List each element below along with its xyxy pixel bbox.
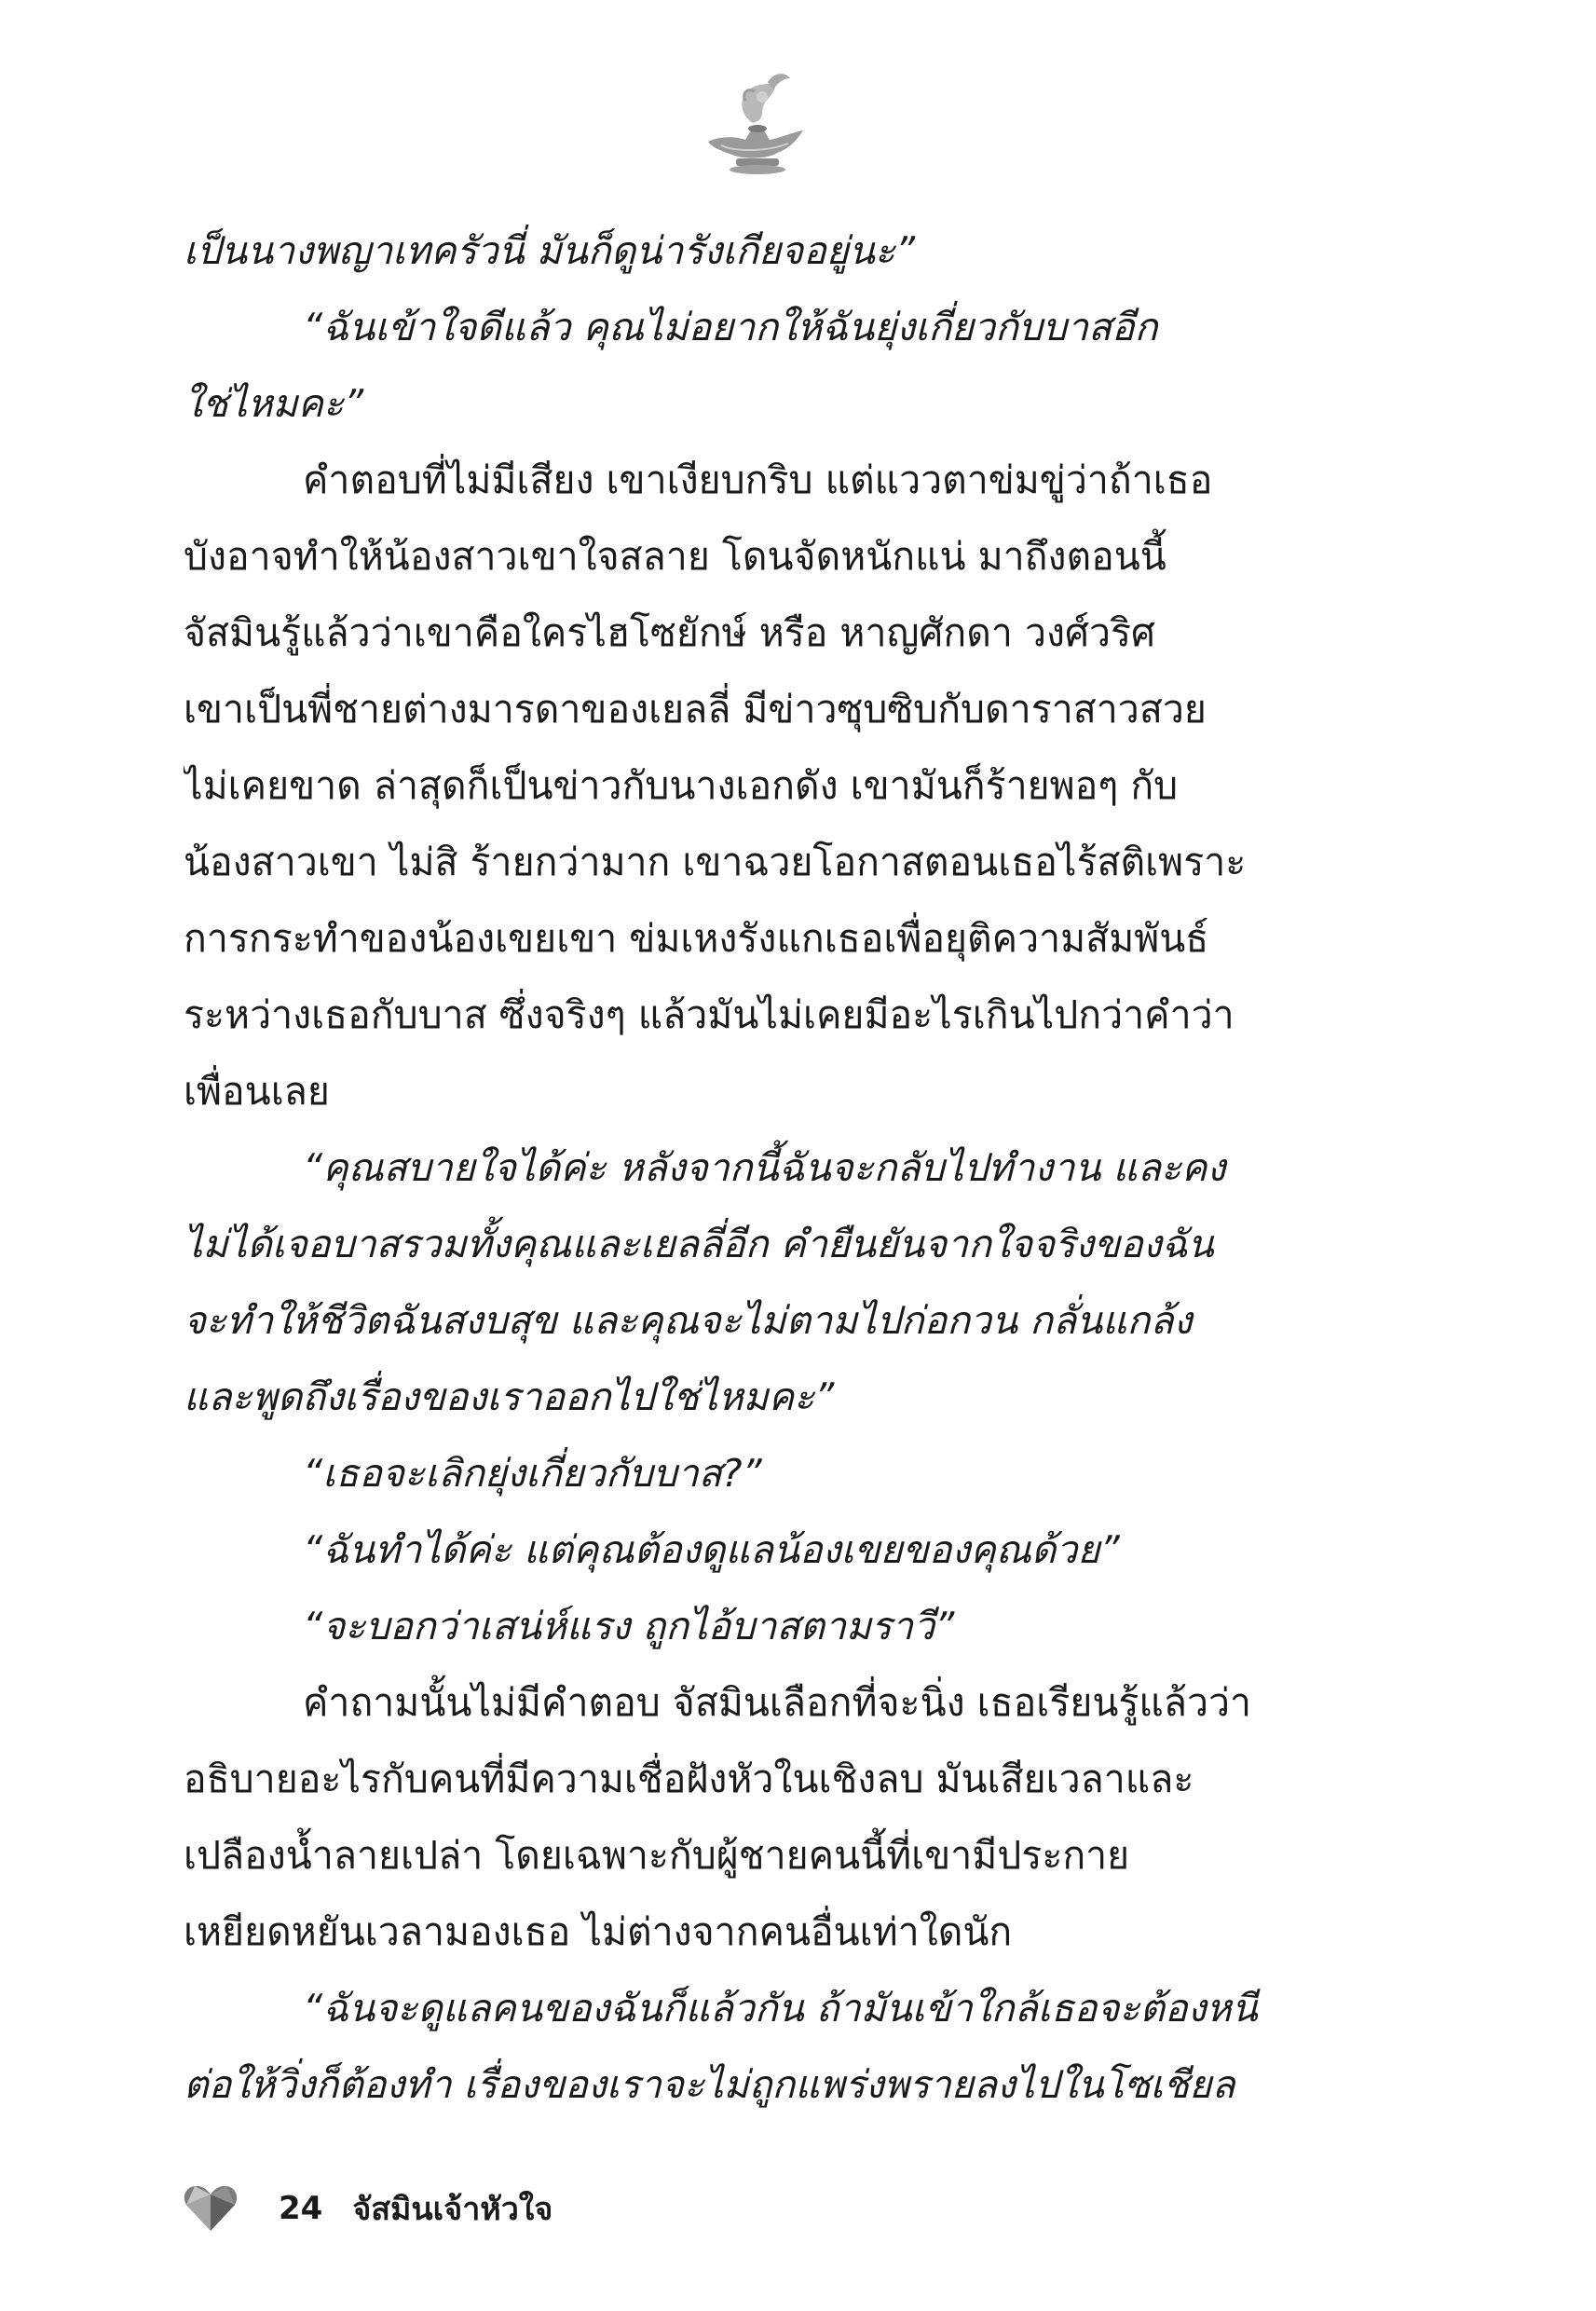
body-line: เพื่อนเลย <box>184 1069 330 1114</box>
body-line: “คุณสบายใจได้ค่ะ หลังจากนี้ฉันจะกลับไปทำงาน และคง <box>303 1145 1226 1190</box>
body-line: อธิบายอะไรกับคนที่มีความเชื่อฝังหัวในเชิงลบ มันเสียเวลาและ <box>184 1757 1194 1801</box>
book-title: จัสมินเจ้าหัวใจ <box>352 2191 553 2228</box>
body-line: เขาเป็นพี่ชายต่างมารดาของเยลลี่ มีข่าวซุบซิบกับดาราสาวสวย <box>184 687 1207 732</box>
heart-gem-icon <box>184 2184 238 2233</box>
body-line: “ฉันจะดูแลคนของฉันก็แล้วกัน ถ้ามันเข้าใกล้เธอจะต้องหนี <box>303 1986 1258 2031</box>
body-line: ต่อให้วิ่งก็ต้องทำ เรื่องของเราจะไม่ถูกแพร่งพรายลงไปในโซเชียล <box>184 2062 1235 2107</box>
body-line: จะทำให้ชีวิตฉันสงบสุข และคุณจะไม่ตามไปก่อกวน กลั่นแกล้ง <box>184 1298 1193 1343</box>
body-line: การกระทำของน้องเขยเขา ข่มเหงรังแกเธอเพื่อยุติความสัมพันธ์ <box>184 916 1209 961</box>
genie-lamp-ornament-icon <box>699 65 815 186</box>
body-line: เหยียดหยันเวลามองเธอ ไม่ต่างจากคนอื่นเท่าใดนัก <box>184 1909 1013 1954</box>
body-line: น้องสาวเขา ไม่สิ ร้ายกว่ามาก เขาฉวยโอกาสตอนเธอไร้สติเพราะ <box>184 840 1247 884</box>
body-line: “ฉันทำได้ค่ะ แต่คุณต้องดูแลน้องเขยของคุณด้วย” <box>303 1527 1120 1572</box>
body-line: “จะบอกว่าเสน่ห์แรง ถูกไอ้บาสตามราวี” <box>303 1604 955 1648</box>
body-line: บังอาจทำให้น้องสาวเขาใจสลาย โดนจัดหนักแน่ มาถึงตอนนี้ <box>184 534 1166 579</box>
page-number: 24 <box>279 2190 323 2227</box>
page-footer <box>184 2181 836 2236</box>
page-body-text <box>184 212 1328 2151</box>
body-line: ใช่ไหมคะ” <box>184 381 364 426</box>
body-line: คำตอบที่ไม่มีเสียง เขาเงียบกริบ แต่แววตาข่มขู่ว่าถ้าเธอ <box>303 458 1213 502</box>
body-line: และพูดถึงเรื่องของเราออกไปใช่ไหมคะ” <box>184 1374 835 1419</box>
body-line: จัสมินรู้แล้วว่าเขาคือใครไฮโซยักษ์ หรือ หาญศักดา วงศ์วริศ <box>184 610 1156 655</box>
body-line: เปลืองน้ำลายเปล่า โดยเฉพาะกับผู้ชายคนนี้ที่เขามีประกาย <box>184 1833 1130 1878</box>
body-line: คำถามนั้นไม่มีคำตอบ จัสมินเลือกที่จะนิ่ง เธอเรียนรู้แล้วว่า <box>303 1680 1252 1725</box>
body-line: “เธอจะเลิกยุ่งเกี่ยวกับบาส?” <box>303 1451 762 1496</box>
body-line: ไม่เคยขาด ล่าสุดก็เป็นข่าวกับนางเอกดัง เขามันก็ร้ายพอๆ กับ <box>184 763 1179 808</box>
body-line: ระหว่างเธอกับบาส ซึ่งจริงๆ แล้วมันไม่เคยมีอะไรเกินไปกว่าคำว่า <box>184 992 1235 1037</box>
body-line: “ฉันเข้าใจดีแล้ว คุณไม่อยากให้ฉันยุ่งเกี่ยวกับบาสอีก <box>303 305 1158 349</box>
body-line: เป็นนางพญาเทครัวนี่ มันก็ดูน่ารังเกียจอยู่นะ” <box>184 228 916 273</box>
body-line: ไม่ได้เจอบาสรวมทั้งคุณและเยลลี่อีก คำยืนยันจากใจจริงของฉัน <box>184 1222 1214 1266</box>
